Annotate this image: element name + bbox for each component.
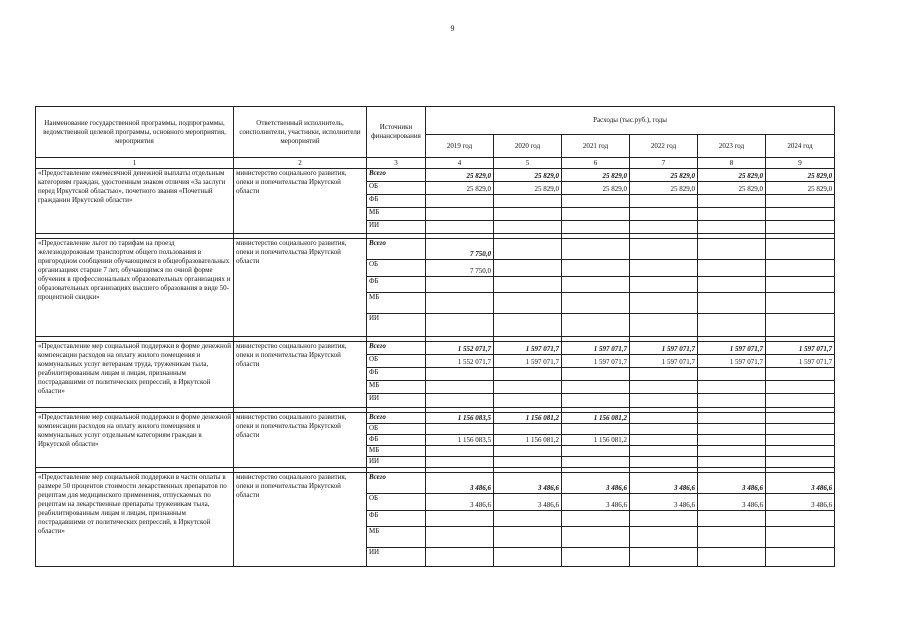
expense-value bbox=[562, 277, 630, 293]
expense-value bbox=[766, 293, 835, 314]
expense-value bbox=[494, 195, 562, 208]
expense-value bbox=[630, 457, 698, 468]
funding-source: Всего bbox=[367, 239, 426, 260]
column-number: 2 bbox=[234, 158, 367, 169]
expense-value bbox=[766, 548, 835, 567]
expense-value: 25 829,0 bbox=[562, 169, 630, 182]
expense-value bbox=[698, 527, 766, 548]
header-responsible: Ответственный исполнитель, соисполнители, участники, исполнители мероприятий bbox=[234, 107, 367, 158]
expense-value bbox=[630, 208, 698, 221]
activity-name: «Предоставление льгот по тарифам на проезд железнодорожным транспортом общего пользования в пригородном сообщении обучающимся в общеобразовательных организациях старше 7 лет, обучающимся по очной форме обучения в профессиональных образовательных организациях и образовательных организациях высшего образования в виде 50-процентной скидки» bbox=[36, 239, 234, 337]
expense-value: 25 829,0 bbox=[698, 182, 766, 195]
column-number: 5 bbox=[494, 158, 562, 169]
expense-value bbox=[562, 446, 630, 457]
expense-value: 3 486,6 bbox=[562, 494, 630, 511]
expense-value bbox=[494, 457, 562, 468]
table-row bbox=[36, 239, 835, 260]
funding-source: Всего bbox=[367, 473, 426, 494]
funding-source: ОБ bbox=[367, 260, 426, 277]
column-number: 4 bbox=[426, 158, 494, 169]
expense-value bbox=[698, 239, 766, 260]
expense-value: 3 486,6 bbox=[494, 473, 562, 494]
header-year: 2020 год bbox=[494, 135, 562, 158]
expense-value bbox=[562, 208, 630, 221]
expense-value bbox=[766, 314, 835, 337]
expense-value bbox=[562, 457, 630, 468]
funding-source: ФБ bbox=[367, 435, 426, 446]
funding-source: ОБ bbox=[367, 494, 426, 511]
expense-value: 25 829,0 bbox=[630, 182, 698, 195]
expense-value bbox=[630, 260, 698, 277]
expense-value bbox=[426, 208, 494, 221]
header-year: 2022 год bbox=[630, 135, 698, 158]
expense-value: 3 486,6 bbox=[766, 473, 835, 494]
responsible-executor: министерство социального развития, опеки и попечительства Иркутской области bbox=[234, 413, 367, 468]
expense-value bbox=[494, 208, 562, 221]
funding-source: ОБ bbox=[367, 355, 426, 368]
expense-value bbox=[766, 208, 835, 221]
expense-value bbox=[698, 208, 766, 221]
expense-value bbox=[494, 293, 562, 314]
expense-value bbox=[766, 511, 835, 527]
expense-value bbox=[494, 446, 562, 457]
expense-value bbox=[426, 368, 494, 381]
expense-value: 1 597 071,7 bbox=[562, 342, 630, 355]
expense-value bbox=[494, 424, 562, 435]
expense-value bbox=[630, 548, 698, 567]
expense-value bbox=[630, 368, 698, 381]
expense-value bbox=[698, 293, 766, 314]
expense-value bbox=[494, 381, 562, 394]
expense-value bbox=[562, 394, 630, 408]
expense-value bbox=[766, 381, 835, 394]
header-sources: Источники финансирования bbox=[367, 107, 426, 158]
expense-value: 3 486,6 bbox=[426, 494, 494, 511]
expense-value bbox=[698, 511, 766, 527]
expense-value: 1 597 071,7 bbox=[494, 342, 562, 355]
expense-value bbox=[766, 239, 835, 260]
expense-value bbox=[494, 394, 562, 408]
expense-value: 1 552 071,7 bbox=[426, 355, 494, 368]
column-number: 7 bbox=[630, 158, 698, 169]
header-expenses: Расходы (тыс.руб.), годы bbox=[426, 107, 835, 135]
expense-value bbox=[698, 314, 766, 337]
expense-value bbox=[494, 368, 562, 381]
expense-value bbox=[630, 511, 698, 527]
expense-value bbox=[630, 424, 698, 435]
expense-value bbox=[426, 293, 494, 314]
expense-value bbox=[494, 548, 562, 567]
expense-value bbox=[630, 195, 698, 208]
funding-source: ИИ bbox=[367, 548, 426, 567]
expense-value bbox=[562, 548, 630, 567]
expense-value bbox=[426, 548, 494, 567]
expense-value bbox=[494, 221, 562, 234]
expense-value bbox=[426, 424, 494, 435]
header-year: 2021 год bbox=[562, 135, 630, 158]
expense-value bbox=[766, 394, 835, 408]
expense-value bbox=[698, 548, 766, 567]
expense-value: 3 486,6 bbox=[630, 473, 698, 494]
expense-value bbox=[630, 527, 698, 548]
expense-value bbox=[630, 446, 698, 457]
expense-value bbox=[766, 435, 835, 446]
expense-value bbox=[630, 413, 698, 424]
table-row bbox=[36, 413, 835, 424]
expense-value: 3 486,6 bbox=[630, 494, 698, 511]
expense-value bbox=[562, 314, 630, 337]
funding-source: Всего bbox=[367, 413, 426, 424]
expense-value: 25 829,0 bbox=[766, 182, 835, 195]
expense-value bbox=[698, 435, 766, 446]
expense-value: 1 156 081,2 bbox=[562, 435, 630, 446]
funding-source: МБ bbox=[367, 293, 426, 314]
funding-source: Всего bbox=[367, 342, 426, 355]
expense-value bbox=[426, 314, 494, 337]
column-number: 6 bbox=[562, 158, 630, 169]
expense-value: 7 750,0 bbox=[426, 239, 494, 260]
expense-value bbox=[562, 424, 630, 435]
expense-value: 1 597 071,7 bbox=[494, 355, 562, 368]
expense-value bbox=[766, 446, 835, 457]
funding-source: ФБ bbox=[367, 195, 426, 208]
expense-value: 25 829,0 bbox=[494, 169, 562, 182]
expense-value bbox=[562, 381, 630, 394]
column-number: 9 bbox=[766, 158, 835, 169]
activity-name: «Предоставление мер социальной поддержки в форме денежной компенсации расходов на оплату жилого помещения и коммунальных услуг отдельным категориям граждан в Иркутской области» bbox=[36, 413, 234, 468]
expense-value: 1 597 071,7 bbox=[630, 355, 698, 368]
header-name: Наименование государственной программы, подпрограммы, ведомственной целевой программы, основного мероприятия, мероприятия bbox=[36, 107, 234, 158]
expense-value bbox=[562, 368, 630, 381]
expense-value bbox=[698, 277, 766, 293]
expense-value bbox=[766, 277, 835, 293]
expense-value: 1 156 083,5 bbox=[426, 435, 494, 446]
expense-value bbox=[630, 314, 698, 337]
expense-value: 1 597 071,7 bbox=[630, 342, 698, 355]
expense-value: 1 597 071,7 bbox=[698, 355, 766, 368]
expense-value bbox=[494, 314, 562, 337]
expense-value bbox=[698, 457, 766, 468]
expense-value: 25 829,0 bbox=[426, 169, 494, 182]
expense-value bbox=[766, 260, 835, 277]
expense-value bbox=[630, 221, 698, 234]
activity-name: «Предоставление ежемесячной денежной выплаты отдельным категориям граждан, удостоенным знаком отличия «За заслуги перед Иркутской областью», почетного звания «Почетный гражданин Иркутской области» bbox=[36, 169, 234, 234]
funding-source: ОБ bbox=[367, 424, 426, 435]
expense-value bbox=[630, 293, 698, 314]
responsible-executor: министерство социального развития, опеки и попечительства Иркутской области bbox=[234, 169, 367, 234]
header-year: 2024 год bbox=[766, 135, 835, 158]
expense-value: 1 552 071,7 bbox=[426, 342, 494, 355]
expense-value bbox=[630, 394, 698, 408]
expense-value: 25 829,0 bbox=[562, 182, 630, 195]
funding-source: ФБ bbox=[367, 368, 426, 381]
expense-value bbox=[562, 221, 630, 234]
expense-value: 1 156 081,2 bbox=[562, 413, 630, 424]
expense-value bbox=[494, 511, 562, 527]
expense-value: 1 597 071,7 bbox=[766, 355, 835, 368]
expense-value bbox=[426, 221, 494, 234]
expense-value: 25 829,0 bbox=[630, 169, 698, 182]
responsible-executor: министерство социального развития, опеки и попечительства Иркутской области bbox=[234, 342, 367, 408]
table-row bbox=[36, 169, 835, 182]
expense-value bbox=[426, 394, 494, 408]
expense-value: 3 486,6 bbox=[698, 473, 766, 494]
expense-value bbox=[494, 239, 562, 260]
funding-source: ИИ bbox=[367, 221, 426, 234]
expense-value: 3 486,6 bbox=[562, 473, 630, 494]
expense-value bbox=[766, 368, 835, 381]
expense-value: 3 486,6 bbox=[766, 494, 835, 511]
expense-value: 1 156 083,5 bbox=[426, 413, 494, 424]
page-number: 9 bbox=[450, 24, 455, 33]
funding-source: ОБ bbox=[367, 182, 426, 195]
expense-value: 25 829,0 bbox=[494, 182, 562, 195]
expense-value bbox=[630, 381, 698, 394]
header-year: 2023 год bbox=[698, 135, 766, 158]
expense-value bbox=[698, 413, 766, 424]
header-year: 2019 год bbox=[426, 135, 494, 158]
expense-value bbox=[698, 381, 766, 394]
responsible-executor: министерство социального развития, опеки и попечительства Иркутской области bbox=[234, 473, 367, 567]
expense-value bbox=[562, 293, 630, 314]
expense-value bbox=[766, 527, 835, 548]
expense-value bbox=[426, 446, 494, 457]
expense-value bbox=[698, 195, 766, 208]
expense-value bbox=[426, 381, 494, 394]
expense-value bbox=[426, 511, 494, 527]
expense-value: 1 156 081,2 bbox=[494, 435, 562, 446]
expense-value bbox=[766, 413, 835, 424]
expense-value: 25 829,0 bbox=[426, 182, 494, 195]
funding-source: МБ bbox=[367, 208, 426, 221]
funding-source: Всего bbox=[367, 169, 426, 182]
expense-value bbox=[698, 221, 766, 234]
expense-value: 25 829,0 bbox=[698, 169, 766, 182]
expense-value bbox=[562, 527, 630, 548]
expense-value bbox=[494, 527, 562, 548]
expense-value bbox=[698, 260, 766, 277]
column-number: 3 bbox=[367, 158, 426, 169]
table-row bbox=[36, 342, 835, 355]
expense-value bbox=[698, 424, 766, 435]
expense-value bbox=[562, 511, 630, 527]
expense-value: 7 750,0 bbox=[426, 260, 494, 277]
expense-value bbox=[494, 277, 562, 293]
expense-value bbox=[630, 239, 698, 260]
expense-value: 3 486,6 bbox=[698, 494, 766, 511]
funding-source: МБ bbox=[367, 446, 426, 457]
expense-value bbox=[698, 394, 766, 408]
expense-value bbox=[494, 260, 562, 277]
funding-source: ИИ bbox=[367, 457, 426, 468]
expense-value: 1 597 071,7 bbox=[562, 355, 630, 368]
expense-value bbox=[426, 457, 494, 468]
expense-value: 1 156 081,2 bbox=[494, 413, 562, 424]
funding-source: МБ bbox=[367, 381, 426, 394]
funding-source: ФБ bbox=[367, 277, 426, 293]
expense-value bbox=[426, 527, 494, 548]
column-number: 1 bbox=[36, 158, 234, 169]
expense-value bbox=[426, 195, 494, 208]
funding-source: МБ bbox=[367, 527, 426, 548]
column-number: 8 bbox=[698, 158, 766, 169]
funding-source: ФБ bbox=[367, 511, 426, 527]
responsible-executor: министерство социального развития, опеки и попечительства Иркутской области bbox=[234, 239, 367, 337]
expense-value bbox=[698, 446, 766, 457]
funding-source: ИИ bbox=[367, 394, 426, 408]
activity-name: «Предоставление мер социальной поддержки в форме денежной компенсации расходов на оплату жилого помещения и коммунальных услуг ветеранам труда, труженикам тыла, реабилитированным лицам и лицам, признанным пострадавшими от политических репрессий, в Иркутской области» bbox=[36, 342, 234, 408]
expense-value bbox=[630, 435, 698, 446]
expense-value bbox=[426, 277, 494, 293]
expense-value bbox=[562, 239, 630, 260]
expense-value bbox=[766, 195, 835, 208]
expense-value: 25 829,0 bbox=[766, 169, 835, 182]
expense-value: 3 486,6 bbox=[494, 494, 562, 511]
expense-value: 3 486,6 bbox=[426, 473, 494, 494]
expense-value bbox=[766, 221, 835, 234]
expense-value bbox=[766, 457, 835, 468]
expense-value bbox=[562, 195, 630, 208]
expense-value bbox=[698, 368, 766, 381]
table-row bbox=[36, 473, 835, 494]
budget-table bbox=[35, 106, 835, 567]
funding-source: ИИ bbox=[367, 314, 426, 337]
expense-value bbox=[630, 277, 698, 293]
expense-value: 1 597 071,7 bbox=[766, 342, 835, 355]
activity-name: «Предоставление мер социальной поддержки в части оплаты в размере 50 процентов стоимости лекарственных препаратов по рецептам для медицинского применения, отпускаемых по рецептам на лекарственные препараты труженикам тыла, реабилитированным лицам и лицам, признанным пострадавшими от политических репрессий, в Иркутской области» bbox=[36, 473, 234, 567]
expense-value bbox=[766, 424, 835, 435]
expense-value: 1 597 071,7 bbox=[698, 342, 766, 355]
expense-value bbox=[562, 260, 630, 277]
